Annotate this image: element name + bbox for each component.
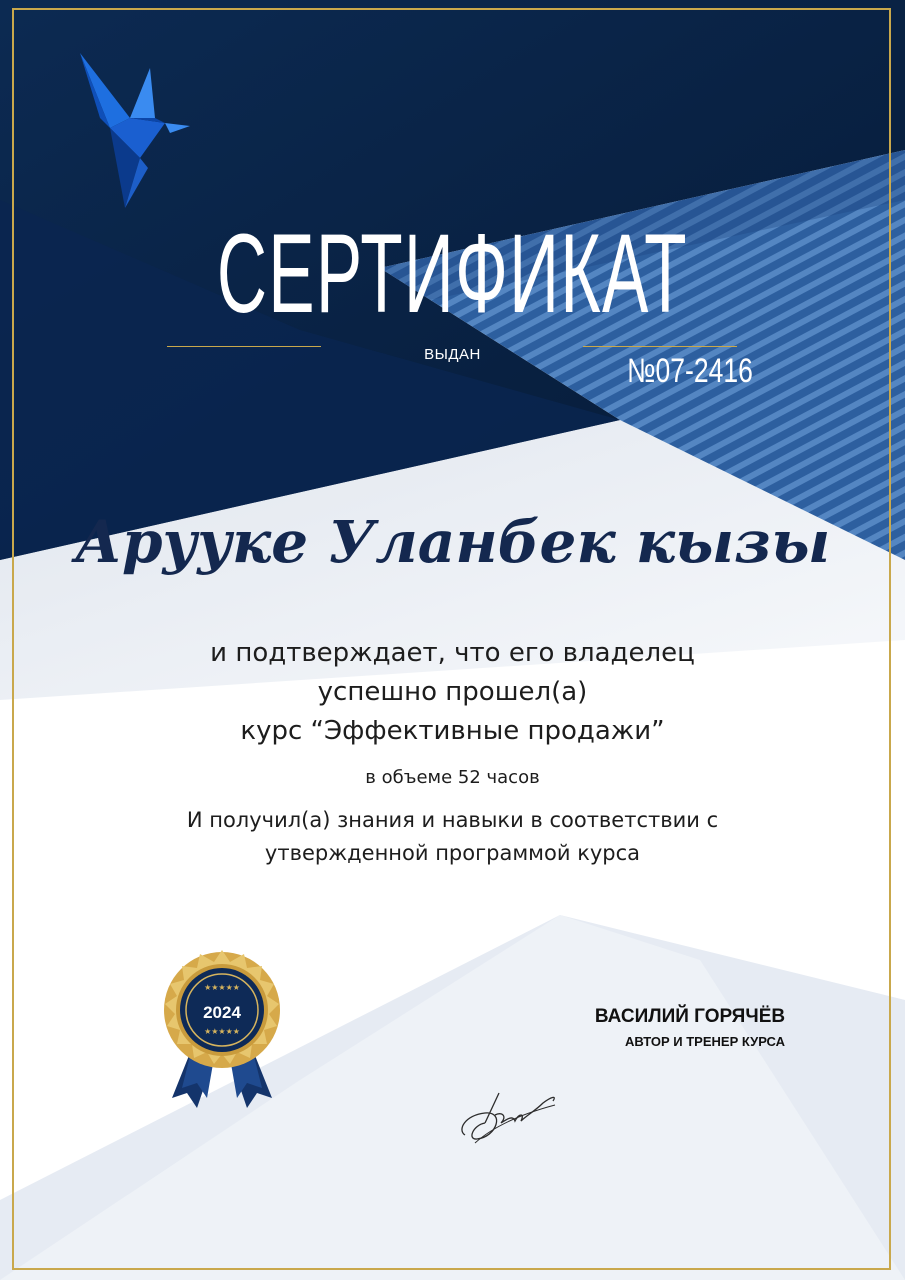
- knowledge-line-1: И получил(а) знания и навыки в соответствии с: [186, 808, 719, 832]
- origami-bird-icon: [70, 48, 200, 216]
- seal-year: 2024: [203, 1003, 241, 1022]
- seal-stars-top: ★★★★★: [204, 983, 240, 992]
- body-line-2: успешно прошел(а): [317, 677, 588, 707]
- body-line-3: курс “Эффективные продажи”: [240, 716, 665, 746]
- certificate-title: СЕРТИФИКАТ: [216, 211, 688, 336]
- certificate-number: №07-2416: [627, 352, 753, 390]
- recipient-name: Арууке Уланбек кызы: [74, 508, 831, 576]
- signer-role: АВТОР И ТРЕНЕР КУРСА: [624, 1034, 786, 1049]
- title-rule-right: [583, 346, 737, 347]
- signer-name: ВАСИЛИЙ ГОРЯЧЁВ: [594, 1006, 786, 1027]
- signature: [455, 1085, 565, 1150]
- seal-stars-bottom: ★★★★★: [204, 1027, 240, 1036]
- body-line-1: и подтверждает, что его владелец: [210, 638, 695, 668]
- knowledge-line-2: утвержденной программой курса: [264, 841, 641, 865]
- issued-label: ВЫДАН: [424, 346, 481, 363]
- title-rule-left: [167, 346, 321, 347]
- volume-line: в объеме 52 часов: [365, 767, 540, 788]
